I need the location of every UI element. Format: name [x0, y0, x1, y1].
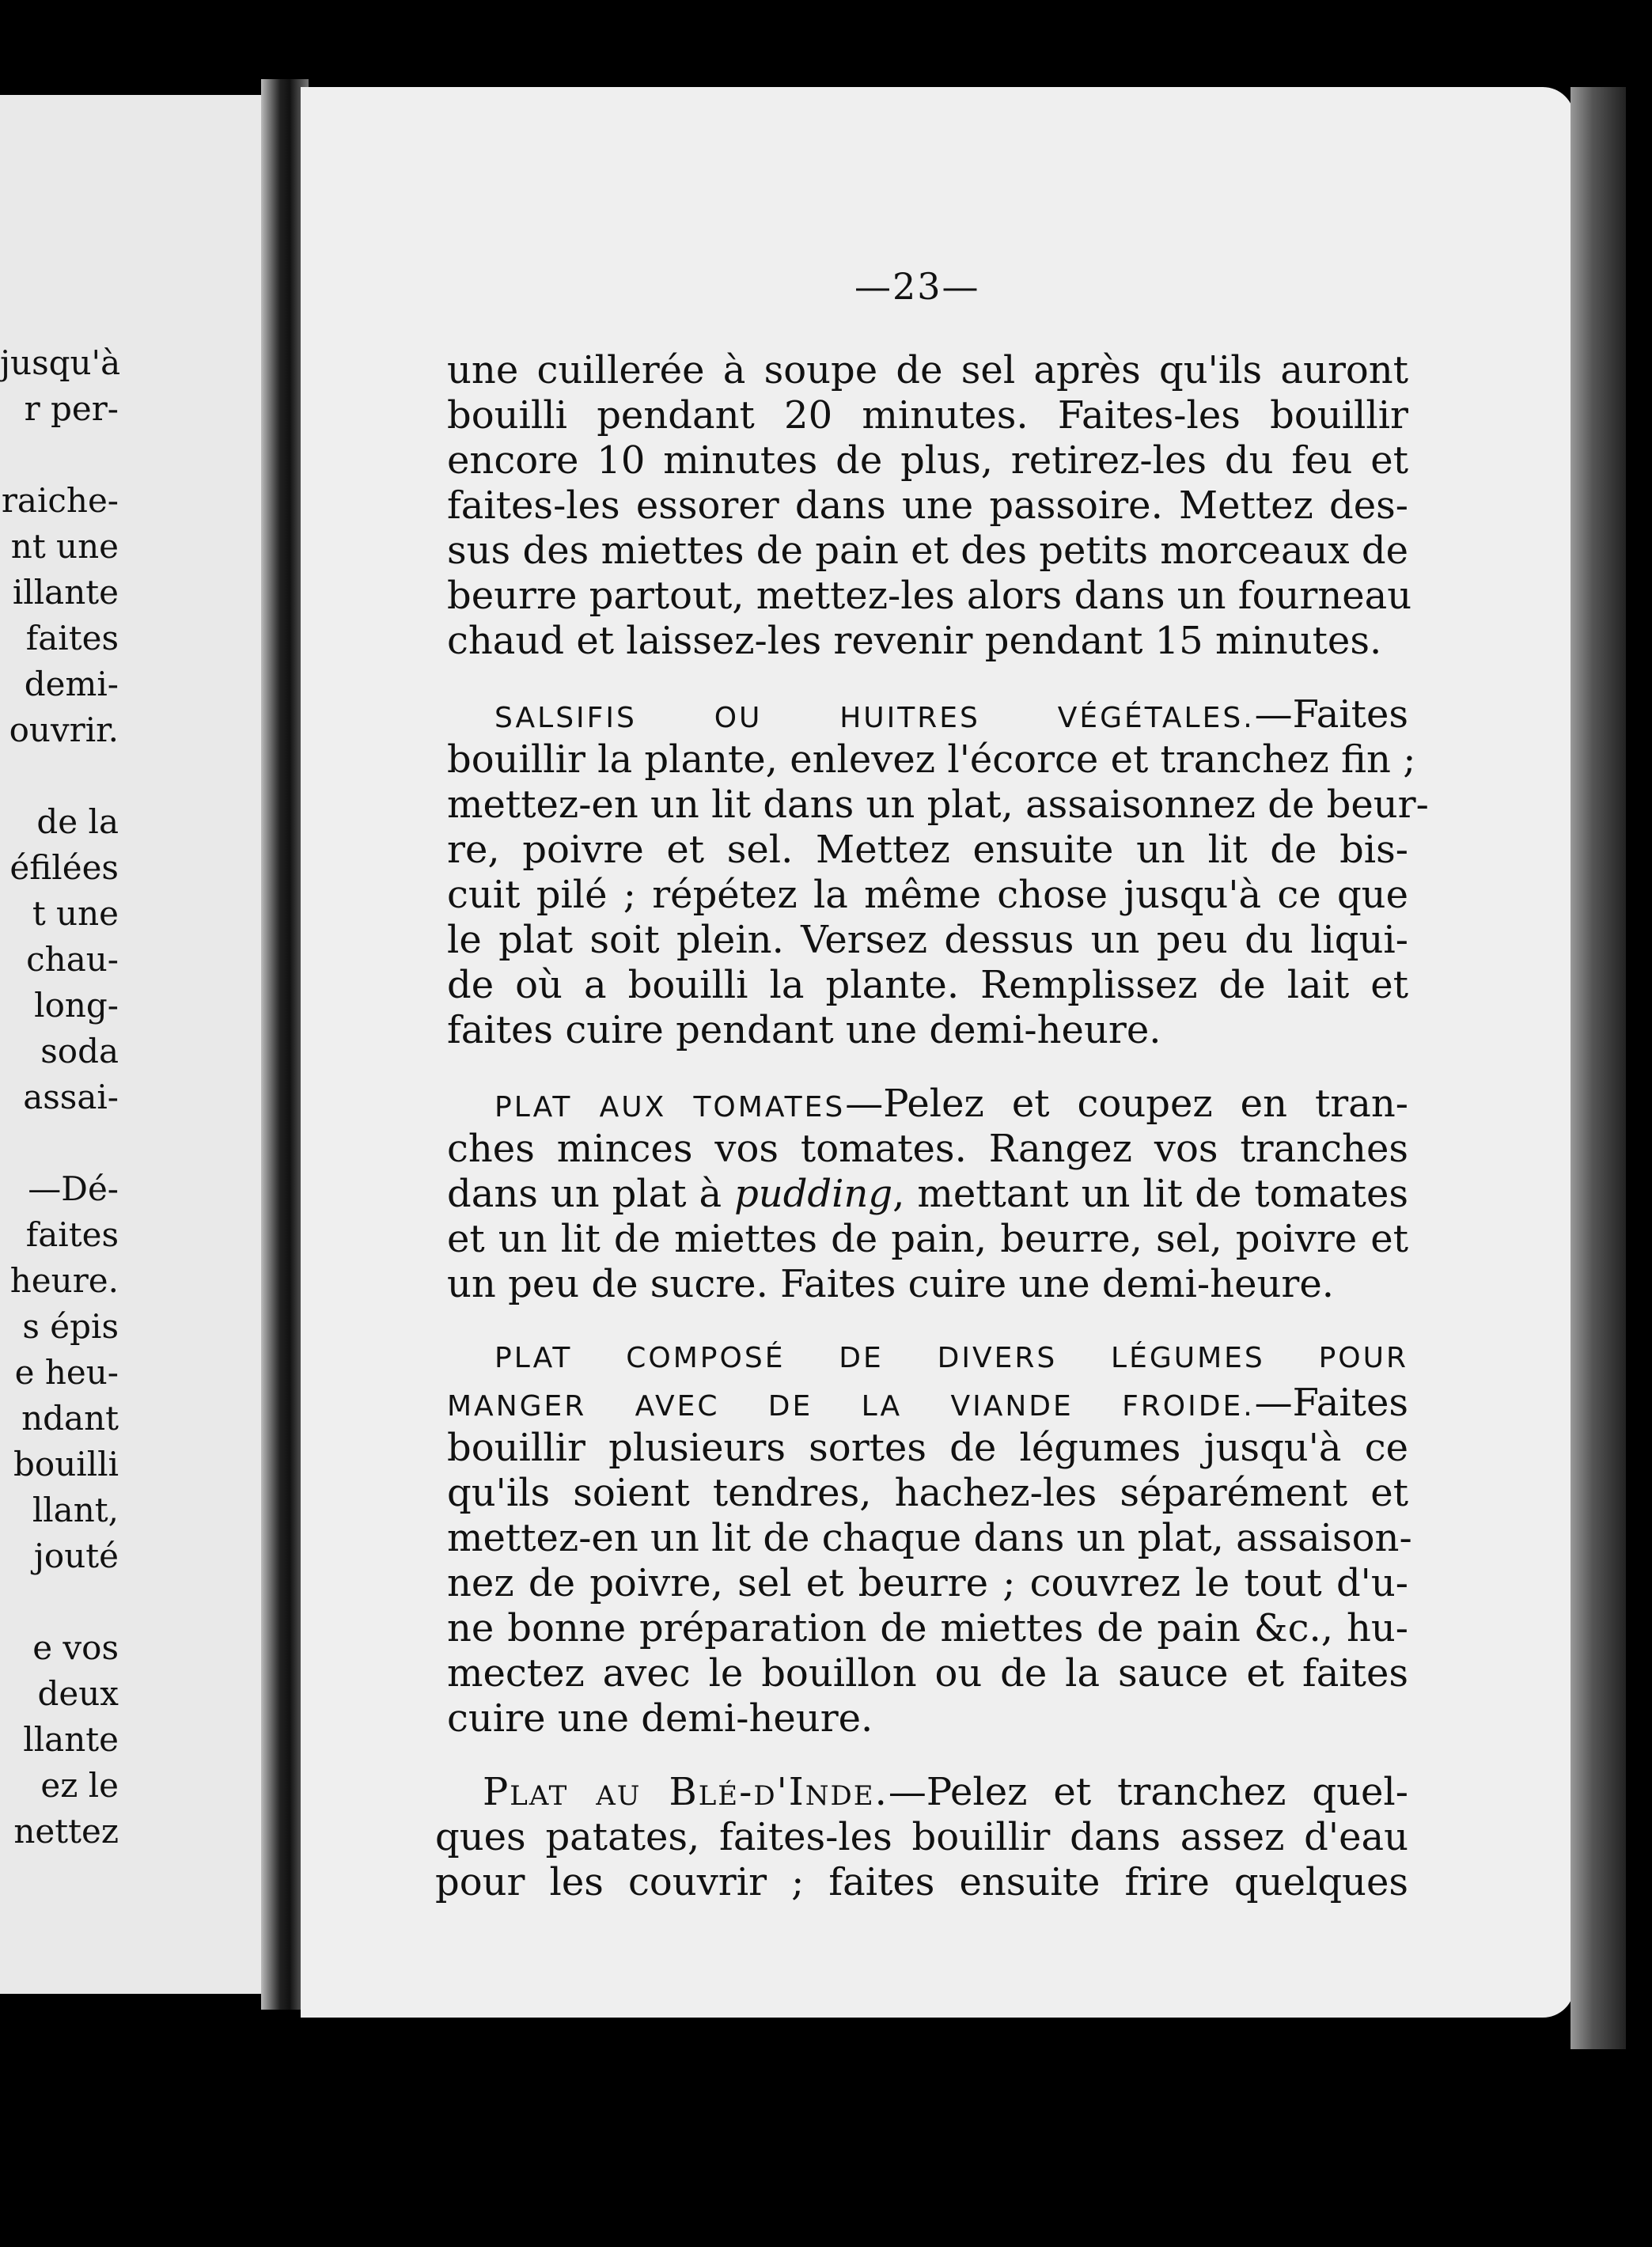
recipe-heading: SALSIFIS OU HUITRES VÉGÉTALES. [494, 702, 1255, 734]
fragment-line: illante [12, 573, 119, 612]
fragment-line: r per- [24, 389, 119, 428]
text-fragment: —Pelez et tranchez quel- [888, 1770, 1408, 1814]
recipe-tomates [447, 1082, 1408, 1307]
text-line: cuit pilé ; répétez la même chose jusqu'à ce que [447, 873, 1408, 917]
text-line: nez de poivre, sel et beurre ; couvrez le tout d'u- [447, 1561, 1408, 1605]
text-line: bouillir plusieurs sortes de légumes jusqu'à ce [447, 1426, 1408, 1470]
fragment-line: nettez [13, 1812, 119, 1851]
recipe-heading: PLAT COMPOSÉ DE DIVERS LÉGUMES POUR [494, 1342, 1408, 1374]
text-line: une cuillerée à soupe de sel après qu'ils auront [447, 348, 1408, 392]
text-line: faites-les essorer dans une passoire. Mettez des- [447, 483, 1408, 528]
fragment-line: demi- [24, 665, 119, 703]
fragment-line: heure. [9, 1261, 119, 1300]
fragment-line: e vos [32, 1628, 119, 1667]
fragment-line [0, 432, 119, 478]
recipe-legumes [447, 1336, 1412, 1741]
text-line: beurre partout, mettez-les alors dans un fourneau [447, 574, 1412, 618]
text-line: encore 10 minutes de plus, retirez-les du feu et [447, 438, 1408, 483]
text-line: ches minces vos tomates. Rangez vos tranches [447, 1127, 1408, 1171]
recipe-heading: MANGER AVEC DE LA VIANDE FROIDE. [447, 1390, 1255, 1423]
fragment-line: de la [36, 802, 119, 841]
text-line: mettez-en un lit dans un plat, assaisonnez de beur- [447, 782, 1429, 827]
fragment-line: —Dé- [28, 1169, 119, 1208]
text-line [447, 692, 1408, 737]
fragment-line: assai- [23, 1078, 119, 1116]
fragment-line: deux [37, 1674, 119, 1713]
fragment-line: ndant [21, 1399, 119, 1438]
text-line [435, 1770, 1408, 1815]
fragment-line: ez le [40, 1766, 119, 1805]
text-line: bouillir la plante, enlevez l'écorce et tranchez fin ; [447, 737, 1416, 782]
fragment-line: nt une [10, 527, 119, 566]
fragment-line: faites [25, 1215, 119, 1254]
text-line [447, 1381, 1408, 1426]
text-line: re, poivre et sel. Mettez ensuite un lit de bis- [447, 828, 1408, 872]
fragment-line: jouté [33, 1537, 119, 1575]
text-fragment: , mettant un lit de tomates [892, 1172, 1409, 1216]
text-line: et un lit de miettes de pain, beurre, sel, poivre et [447, 1217, 1408, 1261]
text-line [447, 1172, 1408, 1217]
fragment-line: raiche- [1, 481, 119, 520]
fragment-line: t une [32, 894, 119, 933]
text-line: cuire une demi-heure. [447, 1696, 873, 1741]
fragment-line [0, 1120, 119, 1166]
text-fragment: dans un plat à [447, 1172, 735, 1216]
recipe-heading: PLAT AUX TOMATES [494, 1091, 846, 1124]
fragment-line: llante [23, 1720, 119, 1759]
text-line: ques patates, faites-les bouillir dans assez d'eau [435, 1815, 1408, 1859]
text-fragment: —Pelez et coupez en tran- [845, 1082, 1408, 1126]
page-number: —23— [854, 265, 980, 308]
fragment-line: e heu- [14, 1353, 119, 1392]
text-line: mettez-en un lit de chaque dans un plat, assaison- [447, 1516, 1412, 1560]
text-fragment: —Faites [1254, 1381, 1408, 1425]
fragment-line: chau- [26, 940, 119, 979]
left-page-text-fragment [0, 340, 119, 1855]
text-line: mectez avec le bouillon ou de la sauce et faites [447, 1651, 1408, 1696]
text-line: chaud et laissez-les revenir pendant 15 minutes. [447, 619, 1382, 663]
recipe-heading: Plat au Blé-d'Inde. [483, 1770, 889, 1814]
text-fragment: —Faites [1254, 692, 1408, 737]
fragment-line [0, 753, 119, 799]
recipe-ble-d-inde [435, 1770, 1408, 1905]
text-line: qu'ils soient tendres, hachez-les séparément et [447, 1471, 1408, 1515]
page-edge-shadow [1571, 87, 1626, 2049]
fragment-line: long- [34, 986, 119, 1025]
recipe-salsifis [447, 692, 1429, 1053]
text-line: un peu de sucre. Faites cuire une demi-heure. [447, 1262, 1334, 1306]
fragment-line: s épis [22, 1307, 119, 1346]
paragraph-continuation [447, 348, 1412, 664]
fragment-line: ouvrir. [9, 710, 119, 749]
text-line: faites cuire pendant une demi-heure. [447, 1008, 1161, 1052]
fragment-line: jusqu'à [0, 343, 121, 382]
text-line: le plat soit plein. Versez dessus un peu du liqui- [447, 918, 1408, 962]
text-line: pour les couvrir ; faites ensuite frire quelques [435, 1860, 1408, 1904]
text-line: ne bonne préparation de miettes de pain &c., hu- [447, 1606, 1408, 1650]
fragment-line: llant, [32, 1491, 119, 1529]
text-line [447, 1082, 1408, 1127]
text-line: de où a bouilli la plante. Remplissez de lait et [447, 963, 1408, 1007]
fragment-line: éfilées [9, 848, 119, 887]
fragment-line [0, 1579, 119, 1625]
fragment-line: soda [40, 1032, 119, 1070]
recipe-text [435, 348, 1429, 1934]
fragment-line: bouilli [13, 1445, 119, 1483]
text-line: sus des miettes de pain et des petits morceaux de [447, 529, 1408, 573]
text-line: bouilli pendant 20 minutes. Faites-les bouillir [447, 393, 1408, 438]
fragment-line: faites [25, 619, 119, 657]
italic-word: pudding [734, 1172, 893, 1216]
